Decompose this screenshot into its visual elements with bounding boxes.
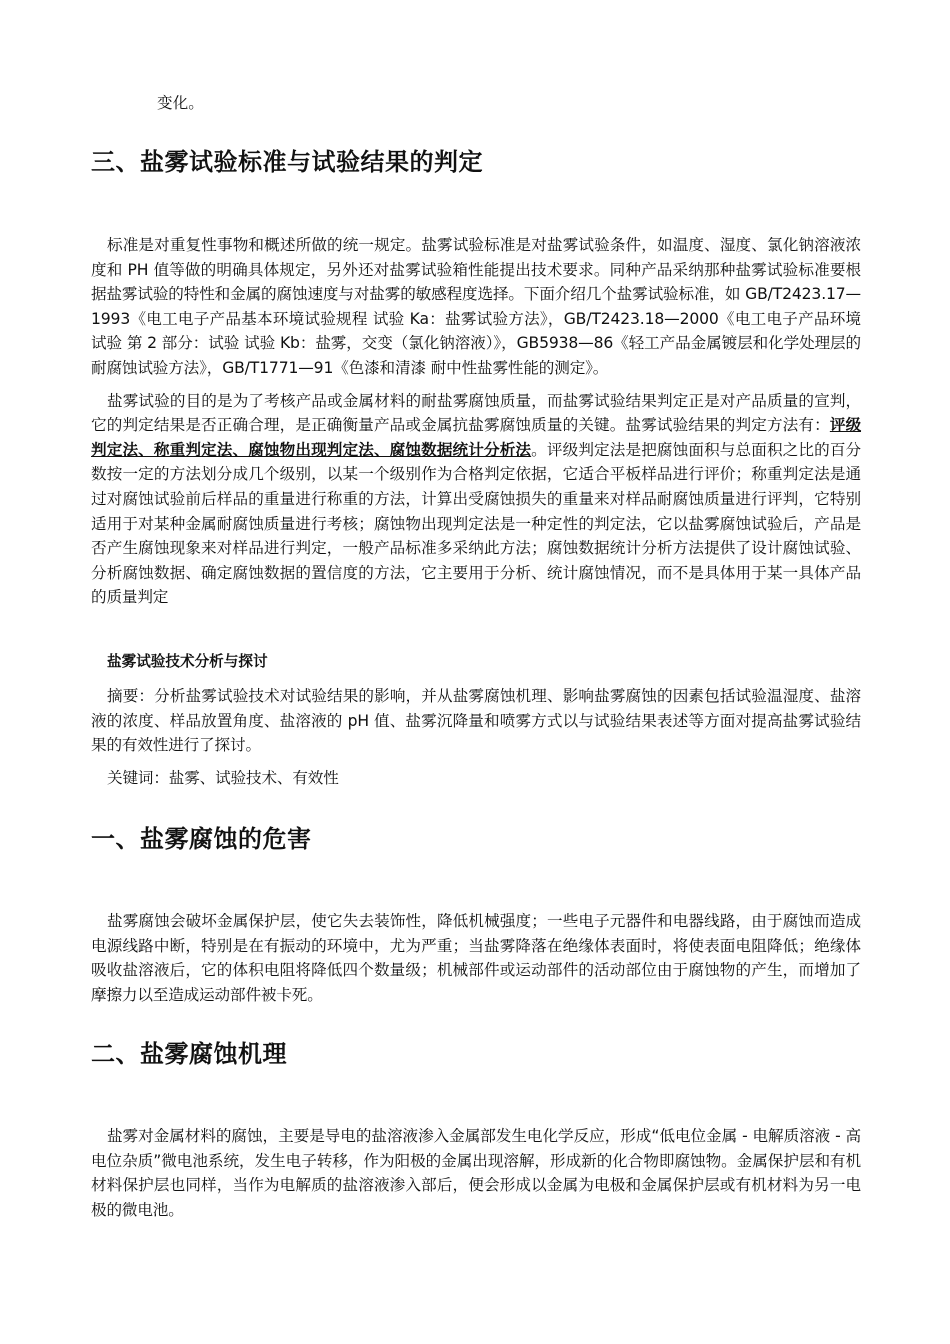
hazard-paragraph: 盐雾腐蚀会破坏金属保护层，使它失去装饰性，降低机械强度；一些电子元器件和电器线路，由于腐蚀而造成电源线路中断，特别是在有振动的环境中，尤为严重；当盐雾降落在绝缘体表面时，将使表面电阻降低；绝缘体吸收盐溶液后，它的体积电阻将降低四个数量级；机械部件或运动部件的活动部位由于腐蚀物的产生，而增加了摩擦力以至造成运动部件被卡死。 bbox=[91, 912, 861, 1004]
section-3-body bbox=[91, 233, 861, 610]
article-title: 盐雾试验技术分析与探讨 bbox=[107, 653, 268, 670]
section-2-heading: 二、盐雾腐蚀机理 bbox=[91, 1040, 287, 1068]
judgement-detail-text: 。评级判定法是把腐蚀面积与总面积之比的百分数按一定的方法划分成几个级别，以某一个级别作为合格判定依据，它适合平板样品进行评价；称重判定法是通过对腐蚀试验前后样品的重量进行称重的方法，计算出受腐蚀损失的重量来对样品耐腐蚀质量进行评判，它特别适用于对某种金属耐腐蚀质量进行考核；腐蚀物出现判定法是一种定性的判定法，它以盐雾腐蚀试验后，产品是否产生腐蚀现象来对样品进行判定，一般产品标准多采纳此方法；腐蚀数据统计分析方法提供了设计腐蚀试验、分析腐蚀数据、确定腐蚀数据的置信度的方法，它主要用于分析、统计腐蚀情况，而不是具体用于某一具体产品的质量判定 bbox=[91, 440, 861, 607]
section-3-heading: 三、盐雾试验标准与试验结果的判定 bbox=[91, 148, 483, 176]
abstract-paragraph: 摘要：分析盐雾试验技术对试验结果的影响，并从盐雾腐蚀机理、影响盐雾腐蚀的因素包括试验温湿度、盐溶液的浓度、样品放置角度、盐溶液的 pH 值、盐雾沉降量和喷雾方式以与试验结果表述等方面对提高盐雾试验结果的有效性进行了探讨。 bbox=[91, 687, 861, 755]
section-1-body bbox=[91, 909, 861, 1007]
mechanism-paragraph: 盐雾对金属材料的腐蚀，主要是导电的盐溶液渗入金属部发生电化学反应，形成“低电位金属 - 电解质溶液 - 高电位杂质”微电池系统，发生电子转移，作为阳极的金属出现溶解，形成新的化合物即腐蚀物。金属保护层和有机材料保护层也同样，当作为电解质的盐溶液渗入部后，便会形成以金属为电极和金属保护层或有机材料为另一电极的微电池。 bbox=[91, 1127, 861, 1219]
continued-text-fragment: 变化。 bbox=[157, 94, 204, 112]
keywords-line: 关键词：盐雾、试验技术、有效性 bbox=[107, 768, 339, 787]
judgement-paragraph bbox=[91, 389, 861, 610]
standards-paragraph: 标准是对重复性事物和概述所做的统一规定。盐雾试验标准是对盐雾试验条件，如温度、湿度、氯化钠溶液浓度和 PH 值等做的明确具体规定，另外还对盐雾试验箱性能提出技术要求。同种产品采纳那种盐雾试验标准要根据盐雾试验的特性和金属的腐蚀速度与对盐雾的敏感程度选择。下面介绍几个盐雾试验标准，如 GB/T2423.17—1993《电工电子产品基本环境试验规程 试验 Ka：盐雾试验方法》，GB/T2423.18—2000《电工电子产品环境试验 第 2 部分：试验 试验 Kb：盐雾，交变（氯化钠溶液）》，GB5938—86《轻工产品金属镀层和化学处理层的耐腐蚀试验方法》，GB/T1771—91《色漆和清漆 耐中性盐雾性能的测定》。 bbox=[91, 236, 861, 377]
section-1-heading: 一、盐雾腐蚀的危害 bbox=[91, 825, 312, 853]
judgement-methods-emphasis: 评级判定法、称重判定法、腐蚀物出现判定法、腐蚀数据统计分析法 bbox=[91, 416, 862, 459]
article-abstract-block bbox=[91, 684, 861, 790]
section-2-body bbox=[91, 1124, 861, 1222]
judgement-intro-text: 盐雾试验的目的是为了考核产品或金属材料的耐盐雾腐蚀质量，而盐雾试验结果判定正是对产品质量的宣判，它的判定结果是否正确合理，是正确衡量产品或金属抗盐雾腐蚀质量的关键。盐雾试验结果的判定方法有： bbox=[91, 391, 861, 435]
